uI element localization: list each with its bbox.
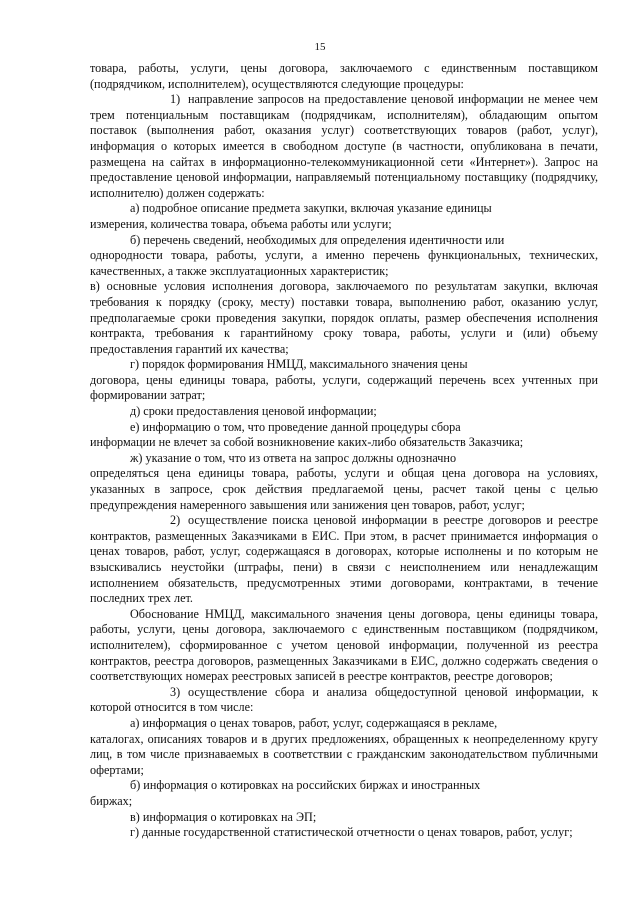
subitem-g-line1: г) порядок формирования НМЦД, максимального значения цены	[130, 357, 468, 372]
list-item-3-number: 3)	[170, 684, 181, 699]
subitem-d: д) сроки предоставления ценовой информации;	[130, 404, 377, 419]
list-item-2	[90, 513, 598, 607]
subitem-zh-line1: ж) указание о том, что из ответа на запрос должны однозначно	[130, 450, 457, 465]
subitem-e-line2: информации не влечет за собой возникновение каких-либо обязательств Заказчика;	[90, 435, 524, 450]
list-item-1-number: 1)	[170, 92, 181, 107]
page-number: 15	[314, 41, 326, 53]
subitem-3g: г) данные государственной статистической отчетности о ценах товаров, работ, услуг;	[130, 825, 573, 840]
subitem-3v: в) информация о котировках на ЭП;	[130, 809, 317, 824]
list-item-2-number: 2)	[170, 513, 181, 528]
paragraph-intro: товара, работы, услуги, цены договора, заключаемого с единственным поставщиком (подрядчиком, исполнителем), осуществляются следующие процедуры:	[90, 61, 598, 91]
subitem-zh-line2: определяться цена единицы товара, работы, услуги и общая цена договора на условиях, указанных в запросе, срок действия предлагаемой цены, расчет такой цены с целью предупреждения намеренного завышения или занижения цен товаров, работ, услуг;	[90, 466, 598, 512]
subitem-3a-line1: а) информация о ценах товаров, работ, услуг, содержащаяся в рекламе,	[130, 715, 498, 730]
list-item-3	[90, 685, 598, 716]
subitem-g-line2: договора, цены единицы товара, работы, услуги, содержащий перечень всех учтенных при формировании затрат;	[90, 372, 598, 403]
subitem-a-line1: а) подробное описание предмета закупки, включая указание единицы	[130, 201, 492, 216]
paragraph-justification: Обоснование НМЦД, максимального значения цены договора, цены единицы товара, работы, услуги, цены договора, заключаемого с единственным поставщиком (подрядчиком, исполнителем), сформированное с учетом ценовой информации, полученной из реестра контрактов, реестра договоров, размещенных Заказчиками в ЕИС, должно содержать сведения о соответствующих номерах реестровых записей в реестре контрактов, реестре договоров;	[90, 606, 598, 684]
subitem-3a-line2: каталогах, описаниях товаров и в других предложениях, обращенных к неопределенному кругу лиц, в том числе признаваемых в соответствии с гражданским законодательством публичными офертами;	[90, 731, 598, 777]
list-item-1-text: направление запросов на предоставление ценовой информации не менее чем трем потенциальным поставщикам (подрядчикам, исполнителям), обладающим опытом поставок (выполнения работ, оказания услуг) соответствующих товаров (работ, услуг), информация о которых имеется в свободном доступе (в частности, опубликована в печати, размещена на сайтах в информационно-телекоммуникационной сети «Интернет»). Запрос на предоставление ценовой информации, направляемый потенциальному поставщику (подрядчику, исполнителю) должен содержать:	[90, 92, 598, 200]
subitem-a-line2: измерения, количества товара, объема работы или услуги;	[90, 216, 392, 231]
subitem-e-line1: е) информацию о том, что проведение данной процедуры сбора	[130, 419, 461, 434]
list-item-3-text: осуществление сбора и анализа общедоступной ценовой информации, к которой относится в том числе:	[90, 684, 598, 715]
subitem-b-line1: б) перечень сведений, необходимых для определения идентичности или	[130, 232, 505, 247]
subitem-b-line2: однородности товара, работы, услуги, а именно перечень функциональных, технических, качественных, а также эксплуатационных характеристик;	[90, 248, 598, 278]
document-body	[90, 61, 598, 841]
subitem-v: в) основные условия исполнения договора, заключаемого по результатам закупки, включая требования к порядку (сроку, месту) поставки товара, выполнению работ, оказанию услуг, предполагаемые сроки проведения закупки, порядок оплаты, размер обеспечения исполнения контракта, требования к гарантийному сроку товара, работы, услуги и (или) объему предоставления гарантий их качества;	[90, 279, 598, 356]
subitem-3b-line2: биржах;	[90, 793, 133, 808]
list-item-1	[90, 92, 598, 201]
list-item-2-text: осуществление поиска ценовой информации в реестре договоров и реестре контрактов, размещенных Заказчиками в ЕИС. При этом, в расчет принимается информация о ценах товаров, работ, услуг, содержащаяся в договорах, которые исполнены и по которым не взыскивались неустойки (штрафы, пени) в связи с неисполнением или ненадлежащим исполнением обязательств, предусмотренных этими договорами, контрактами, в течение последних трех лет.	[90, 513, 598, 606]
subitem-3b-line1: б) информация о котировках на российских биржах и иностранных	[130, 778, 481, 793]
